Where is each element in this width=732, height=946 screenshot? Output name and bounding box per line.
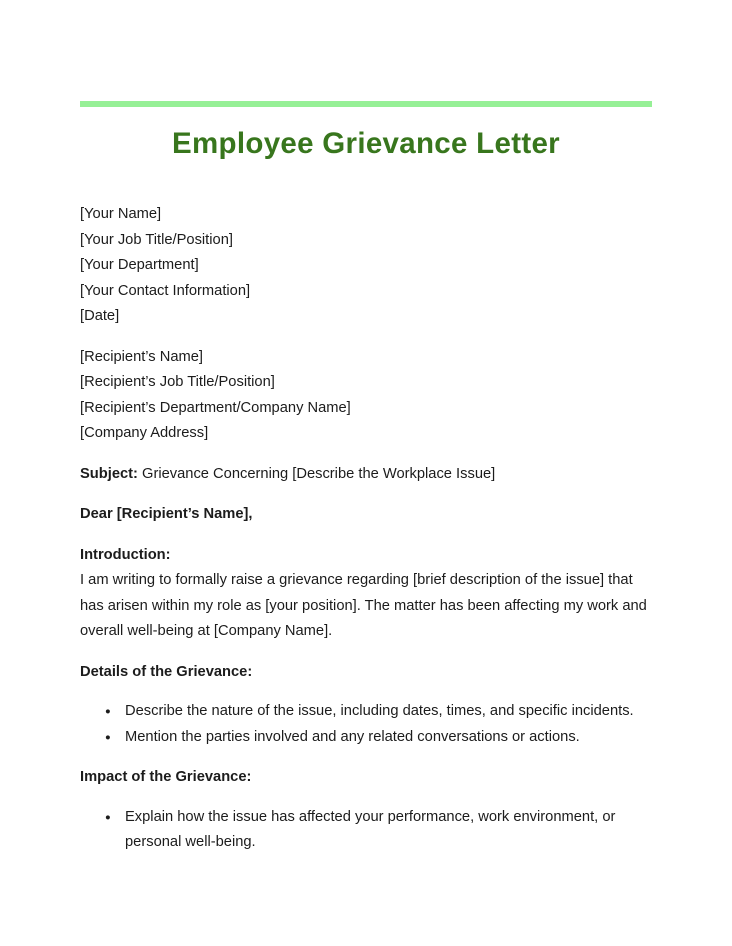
introduction-heading: Introduction: — [80, 546, 171, 563]
subject-label: Subject: — [80, 465, 138, 482]
details-bullet-list — [80, 699, 652, 750]
sender-block — [80, 202, 652, 330]
date-line: [Date] — [80, 308, 120, 324]
details-heading: Details of the Grievance: — [80, 663, 253, 680]
section-introduction — [80, 543, 652, 645]
recipient-job-title-line: [Recipient’s Job Title/Position] — [80, 374, 275, 390]
impact-heading: Impact of the Grievance: — [80, 769, 252, 785]
page-title: Employee Grievance Letter — [172, 127, 560, 160]
subject-text: Grievance Concerning [Describe the Workplace Issue] — [137, 465, 496, 482]
impact-bullet-list — [80, 805, 652, 856]
accent-divider — [80, 101, 652, 107]
sender-contact-line: [Your Contact Information] — [80, 282, 251, 299]
introduction-paragraph: I am writing to formally raise a grievance regarding [brief description of the issue] that has arisen within my role as [your position]. The matter has been affecting my work and overall well-being at [Company Name]. — [80, 572, 647, 639]
section-details — [80, 660, 652, 751]
sender-job-title-line: [Your Job Title/Position] — [80, 231, 233, 248]
recipient-name-line: [Recipient’s Name] — [80, 348, 203, 365]
recipient-block — [80, 345, 652, 447]
sender-department-line: [Your Department] — [80, 257, 199, 273]
recipient-department-line: [Recipient’s Department/Company Name] — [80, 399, 351, 416]
bullet-item: ● Explain how the issue has affected your performance, work environment, or personal well-being. — [125, 805, 652, 856]
bullet-item: ● Describe the nature of the issue, including dates, times, and specific incidents. — [125, 699, 652, 725]
bullet-item: ● Mention the parties involved and any related conversations or actions. — [125, 725, 652, 751]
subject-line — [80, 462, 652, 488]
sender-name-line: [Your Name] — [80, 206, 162, 222]
salutation: Dear [Recipient’s Name], — [80, 506, 253, 522]
section-impact — [80, 765, 652, 856]
company-address-line: [Company Address] — [80, 425, 209, 441]
